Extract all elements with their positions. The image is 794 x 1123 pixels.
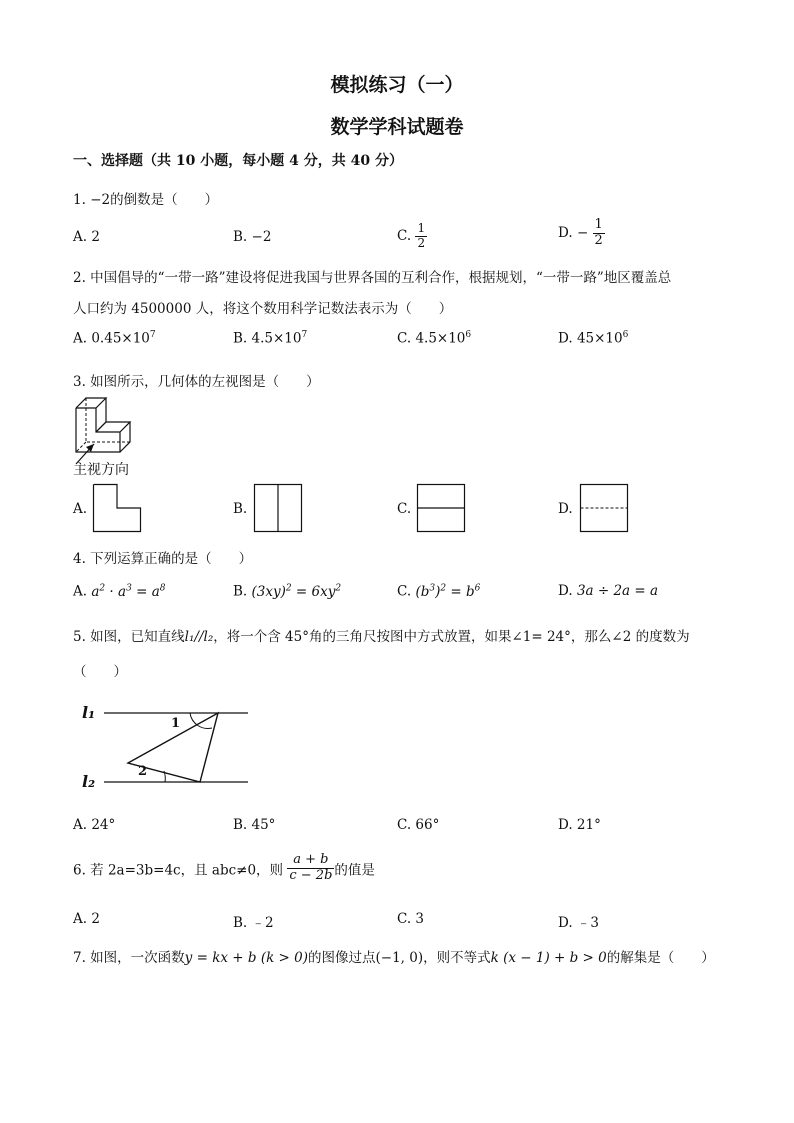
q3-option-d[interactable]: D. bbox=[558, 501, 573, 517]
q1-text: 的倒数是（ ） bbox=[110, 192, 219, 208]
q7-function: y = kx + b (k > 0) bbox=[184, 950, 309, 966]
q3-option-b[interactable]: B. bbox=[233, 501, 248, 517]
q2-option-d-exp: 6 bbox=[622, 330, 629, 340]
q2-option-a-exp: 7 bbox=[149, 330, 156, 340]
question-2-line-1: 2. 中国倡导的“一带一路”建设将促进我国与世界各国的互利合作，根据规划，“一带一路”地区覆盖总 bbox=[73, 270, 672, 286]
q2-option-d[interactable] bbox=[558, 330, 628, 347]
q3-option-a-shape bbox=[93, 484, 141, 532]
label-l2: l₂ bbox=[82, 772, 96, 791]
q1-option-d[interactable] bbox=[558, 218, 605, 249]
q5-option-a[interactable]: A. 24° bbox=[73, 817, 116, 833]
page-subtitle: 数学学科试题卷 bbox=[330, 116, 464, 138]
q1-number: 1. bbox=[73, 192, 86, 208]
q2-option-c-exp: 6 bbox=[465, 330, 472, 340]
q6-text-suffix: 的值是 bbox=[334, 862, 375, 879]
q4-option-a-expr: $a^2 \cdot a^3 = a^8$ bbox=[91, 583, 166, 600]
q7-point: (−1, 0) bbox=[375, 950, 424, 966]
q1-option-d-label: D. bbox=[558, 224, 573, 241]
q5-option-b[interactable]: B. 45° bbox=[233, 817, 276, 833]
q6-option-d[interactable]: D. ﹣3 bbox=[558, 915, 600, 931]
q4-option-c-expr: $(b^3)^2 = b^6$ bbox=[415, 583, 481, 600]
q2-option-b-exp: 7 bbox=[301, 330, 308, 340]
q1-option-a[interactable]: A. 2 bbox=[73, 229, 100, 245]
label-l1: l₁ bbox=[82, 703, 96, 722]
angle-1-label: 1 bbox=[171, 716, 181, 731]
q4-option-a[interactable] bbox=[73, 583, 166, 600]
angle-2-label: 2 bbox=[138, 764, 148, 779]
q4-option-a-label: A. bbox=[73, 583, 88, 600]
q7-text-mid-2: ，则不等式 bbox=[423, 950, 491, 966]
question-7 bbox=[73, 946, 715, 966]
view-direction-caption: 主视方向 bbox=[73, 462, 129, 478]
top-face-short bbox=[96, 422, 130, 432]
q1-option-c[interactable] bbox=[397, 222, 427, 251]
q5-parallel-lines: l₁//l₂ bbox=[184, 629, 214, 645]
q4-option-d-expr: 3a ÷ 2a = a bbox=[576, 583, 659, 599]
q1-math: −2 bbox=[90, 192, 111, 208]
q6-fraction bbox=[287, 853, 334, 884]
q2-option-a[interactable] bbox=[73, 330, 156, 347]
q1-option-c-label: C. bbox=[397, 227, 412, 244]
fraction-numerator: 1 bbox=[594, 217, 603, 232]
q5-text-suffix: ，将一个含 45°角的三角尺按图中方式放置，如果∠1= 24°，那么∠2 的度数为 bbox=[213, 629, 690, 645]
q4-option-d[interactable] bbox=[558, 583, 658, 599]
question-1 bbox=[73, 188, 218, 208]
fraction-denominator: 2 bbox=[417, 235, 426, 250]
q4-option-d-label: D. bbox=[558, 583, 573, 599]
top-face-tall bbox=[76, 398, 106, 408]
q6-text-prefix: 6. 若 2a=3b=4c，且 abc≠0，则 bbox=[73, 862, 284, 879]
q1-option-b-value: −2 bbox=[251, 229, 272, 245]
q3-option-d-shape bbox=[580, 484, 628, 532]
q1-option-b[interactable] bbox=[233, 229, 271, 245]
q4-option-c[interactable] bbox=[397, 583, 480, 600]
question-6 bbox=[73, 853, 375, 884]
q2-option-b-base: 4.5×10 bbox=[251, 330, 302, 347]
q4-option-b-expr: $(3xy)^2 = 6xy^2$ bbox=[251, 583, 342, 600]
q2-option-b-label: B. bbox=[233, 330, 248, 347]
q4-option-c-label: C. bbox=[397, 583, 412, 600]
q1-option-d-sign: − bbox=[576, 224, 589, 241]
fraction-denominator: 2 bbox=[594, 232, 603, 248]
q7-text-prefix: 7. 如图，一次函数 bbox=[73, 950, 185, 966]
q1-option-d-fraction bbox=[593, 218, 605, 249]
parallel-lines-figure bbox=[80, 700, 255, 795]
hidden-edge-diagonal bbox=[76, 442, 86, 452]
solid-figure bbox=[74, 394, 144, 456]
q7-text-mid: 的图像过点 bbox=[308, 950, 376, 966]
hidden-edges bbox=[86, 398, 130, 442]
question-4: 4. 下列运算正确的是（ ） bbox=[73, 551, 253, 567]
question-5-line-2: （ ） bbox=[73, 664, 127, 680]
q2-option-d-label: D. bbox=[558, 330, 573, 347]
q2-option-c[interactable] bbox=[397, 330, 471, 347]
q5-option-d[interactable]: D. 21° bbox=[558, 817, 601, 833]
q3-option-c-shape bbox=[417, 484, 465, 532]
fraction-numerator: a + b bbox=[287, 853, 334, 869]
q7-text-suffix: 的解集是（ ） bbox=[606, 950, 715, 966]
q5-option-c[interactable]: C. 66° bbox=[397, 817, 440, 833]
q2-option-b[interactable] bbox=[233, 330, 307, 347]
q6-option-a[interactable]: A. 2 bbox=[73, 911, 100, 927]
q3-option-b-shape bbox=[254, 484, 302, 532]
fraction-denominator: c − 2b bbox=[289, 867, 333, 883]
fraction-numerator: 1 bbox=[417, 221, 426, 235]
q2-option-c-base: 4.5×10 bbox=[415, 330, 466, 347]
question-2-line-2: 人口约为 4500000 人，将这个数用科学记数法表示为（ ） bbox=[73, 301, 453, 317]
section-heading: 一、选择题（共 10 小题，每小题 4 分，共 40 分） bbox=[73, 153, 403, 169]
q2-option-d-base: 45×10 bbox=[576, 330, 623, 347]
page-title: 模拟练习（一） bbox=[330, 74, 464, 96]
q3-option-a[interactable]: A. bbox=[73, 501, 88, 517]
question-3: 3. 如图所示，几何体的左视图是（ ） bbox=[73, 374, 320, 390]
q2-option-c-label: C. bbox=[397, 330, 412, 347]
q6-option-b[interactable]: B. ﹣2 bbox=[233, 915, 274, 931]
q5-text-prefix: 5. 如图，已知直线 bbox=[73, 629, 185, 645]
q4-option-b-label: B. bbox=[233, 583, 248, 600]
q2-option-a-base: 0.45×10 bbox=[91, 330, 150, 347]
q3-option-c[interactable]: C. bbox=[397, 501, 412, 517]
q1-option-b-label: B. bbox=[233, 229, 248, 245]
q1-option-c-fraction bbox=[415, 222, 427, 251]
q7-inequality: k (x − 1) + b > 0 bbox=[490, 950, 607, 966]
q6-option-c[interactable]: C. 3 bbox=[397, 911, 425, 927]
q4-option-b[interactable] bbox=[233, 583, 341, 600]
question-5-line-1 bbox=[73, 625, 690, 645]
q2-option-a-label: A. bbox=[73, 330, 88, 347]
